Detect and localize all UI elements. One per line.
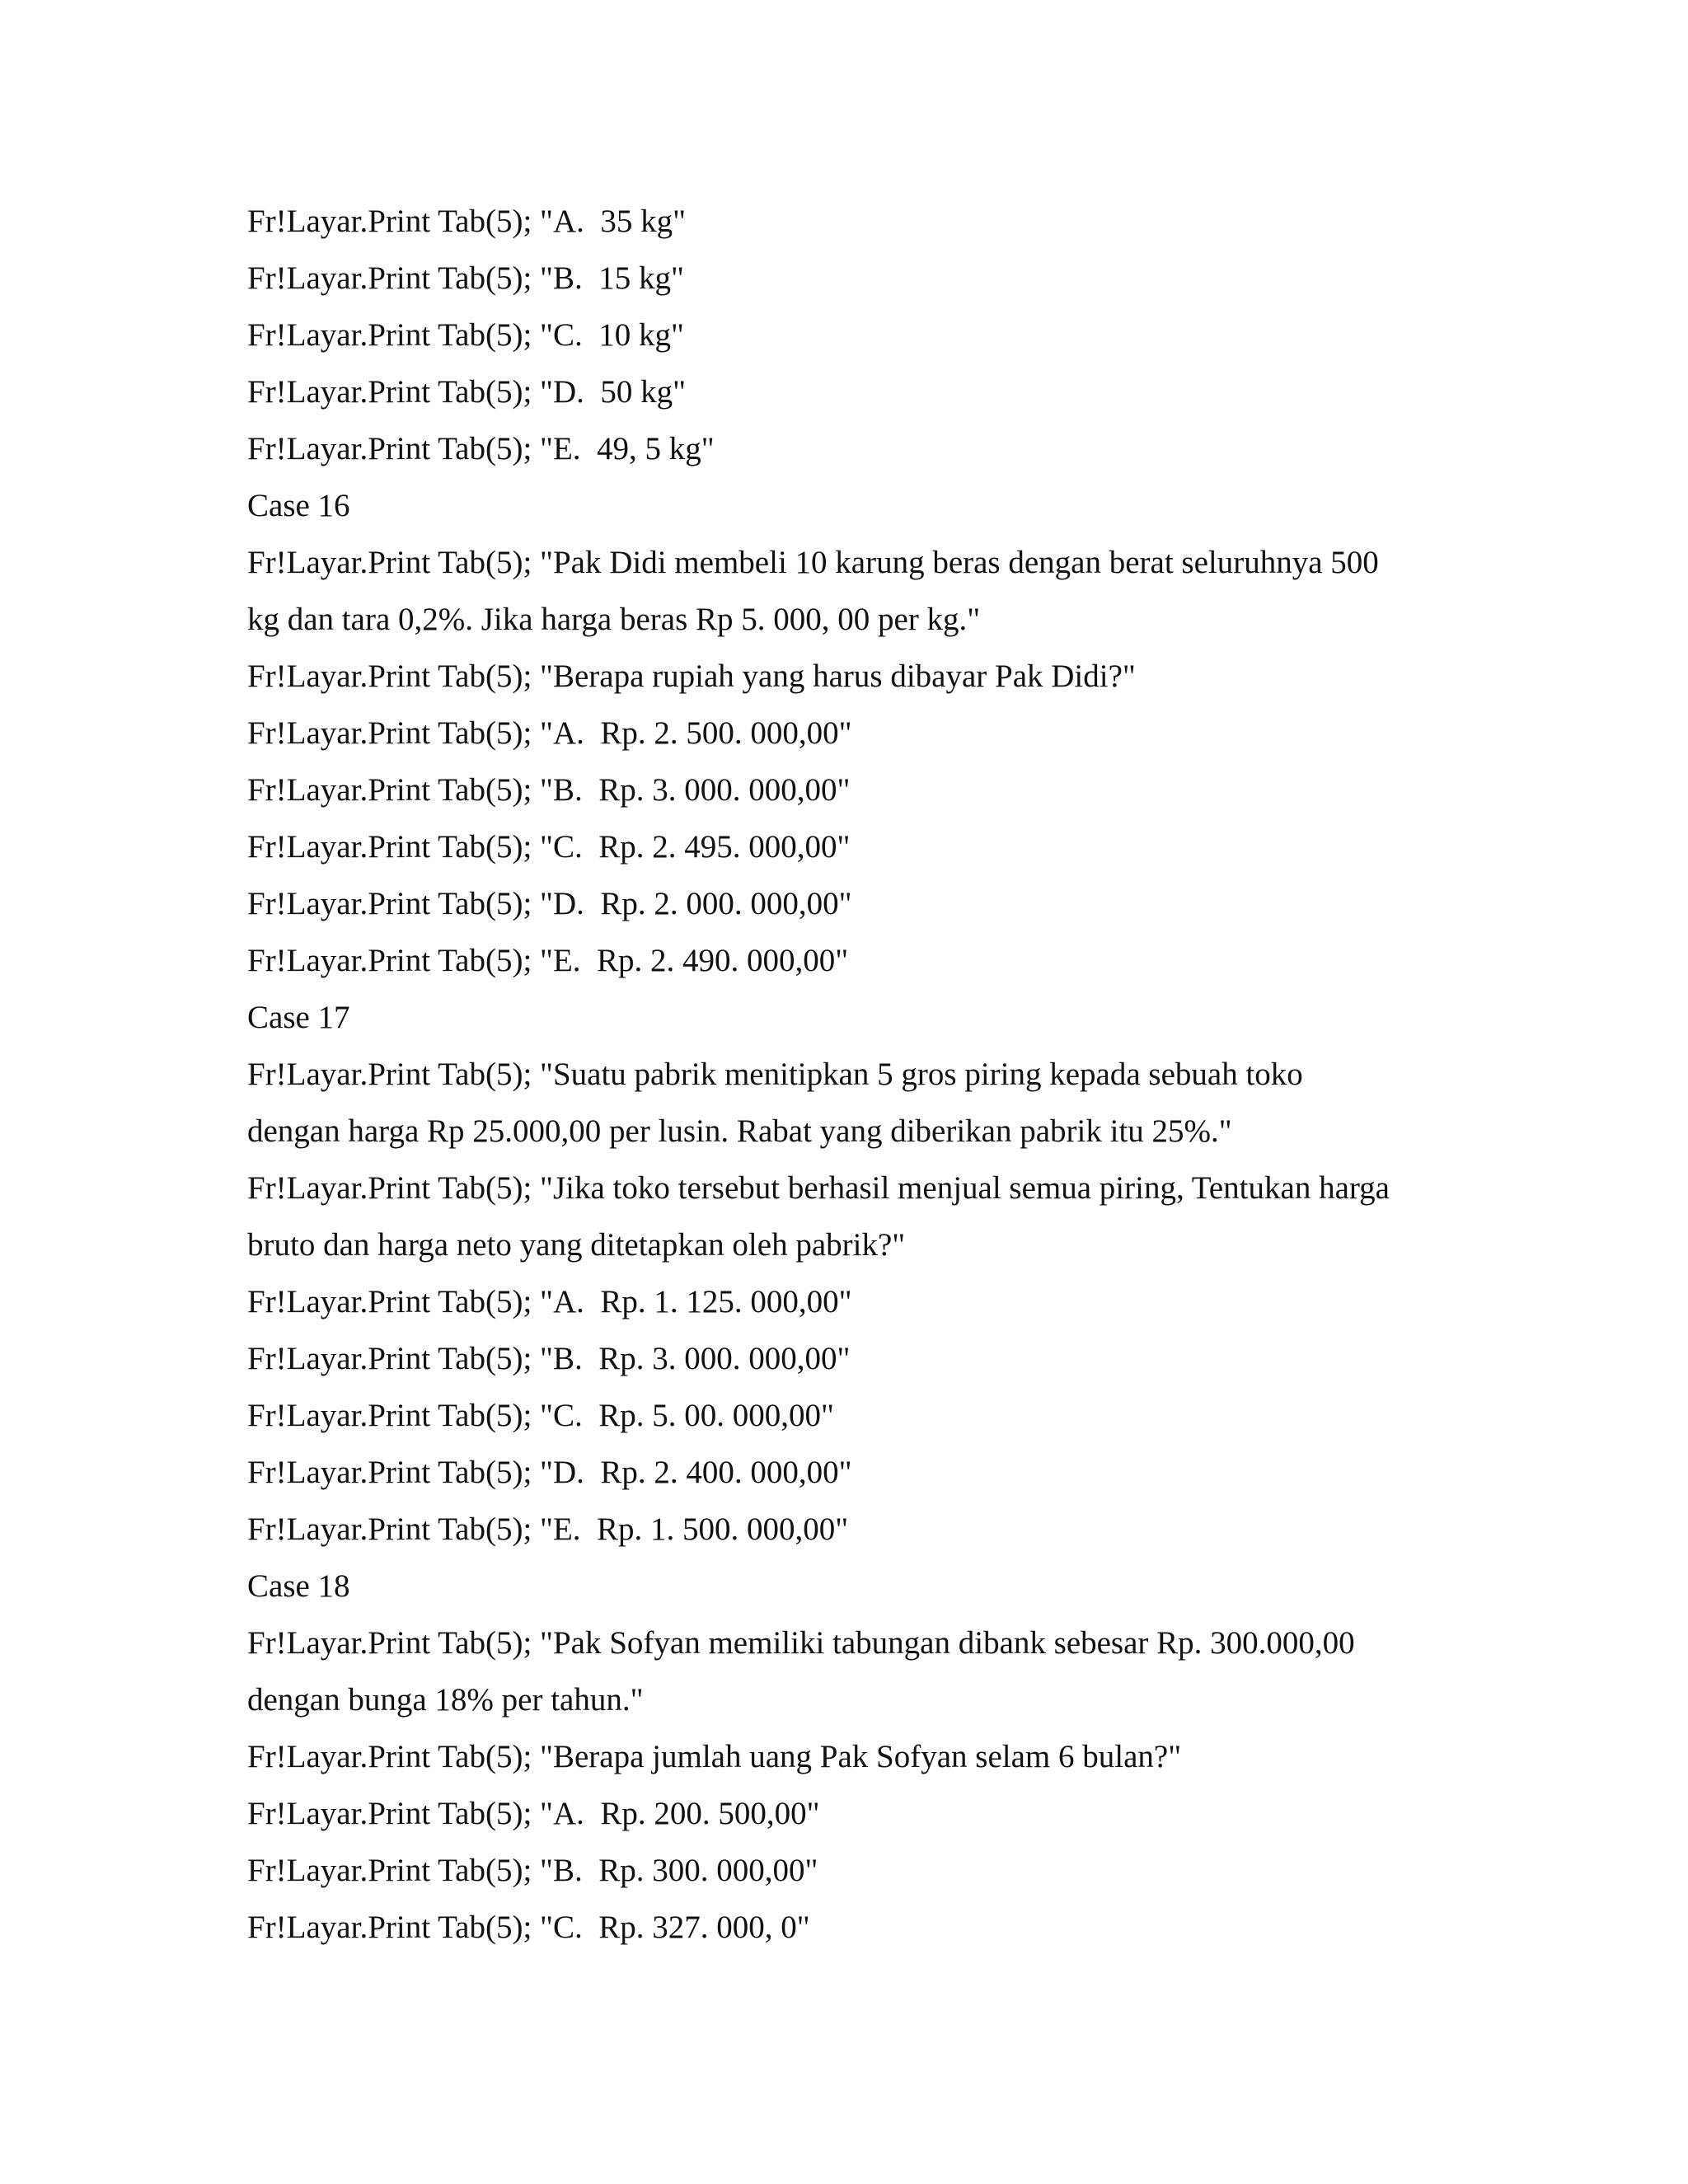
code-line: Fr!Layar.Print Tab(5); "E. Rp. 1. 500. 000,00"	[247, 1511, 849, 1547]
code-line: Fr!Layar.Print Tab(5); "A. Rp. 2. 500. 000,00"	[247, 715, 852, 751]
code-line-continuation: dengan harga Rp 25.000,00 per lusin. Rabat yang diberikan pabrik itu 25%."	[247, 1113, 1232, 1149]
code-line: Fr!Layar.Print Tab(5); "A. 35 kg"	[247, 204, 687, 239]
code-line: Fr!Layar.Print Tab(5); "C. Rp. 5. 00. 000,00"	[247, 1398, 834, 1433]
code-line: Fr!Layar.Print Tab(5); "A. Rp. 200. 500,00"	[247, 1796, 820, 1831]
code-line: Fr!Layar.Print Tab(5); "E. Rp. 2. 490. 000,00"	[247, 943, 849, 978]
code-line: Fr!Layar.Print Tab(5); "Berapa jumlah uang Pak Sofyan selam 6 bulan?"	[247, 1739, 1182, 1774]
case-label: Case 16	[247, 488, 350, 523]
code-line: Fr!Layar.Print Tab(5); "C. Rp. 327. 000, 0"	[247, 1910, 810, 1945]
code-line: Fr!Layar.Print Tab(5); "B. Rp. 300. 000,00"	[247, 1853, 818, 1888]
code-line: Fr!Layar.Print Tab(5); "Suatu pabrik menitipkan 5 gros piring kepada sebuah toko	[247, 1057, 1303, 1092]
code-line: Fr!Layar.Print Tab(5); "A. Rp. 1. 125. 000,00"	[247, 1284, 852, 1319]
case-label: Case 18	[247, 1568, 350, 1604]
code-line: Fr!Layar.Print Tab(5); "B. Rp. 3. 000. 000,00"	[247, 772, 851, 808]
code-line: Fr!Layar.Print Tab(5); "Jika toko tersebut berhasil menjual semua piring, Tentukan harga	[247, 1170, 1390, 1206]
code-line: Fr!Layar.Print Tab(5); "B. 15 kg"	[247, 260, 684, 296]
code-line: Fr!Layar.Print Tab(5); "Berapa rupiah yang harus dibayar Pak Didi?"	[247, 658, 1136, 694]
code-line-continuation: kg dan tara 0,2%. Jika harga beras Rp 5. 000, 00 per kg."	[247, 602, 981, 637]
code-line-continuation: dengan bunga 18% per tahun."	[247, 1682, 644, 1718]
code-line: Fr!Layar.Print Tab(5); "E. 49, 5 kg"	[247, 431, 715, 466]
code-line: Fr!Layar.Print Tab(5); "D. Rp. 2. 400. 000,00"	[247, 1455, 852, 1490]
code-line: Fr!Layar.Print Tab(5); "C. 10 kg"	[247, 317, 684, 353]
document-page	[247, 193, 1484, 1956]
code-line-continuation: bruto dan harga neto yang ditetapkan oleh pabrik?"	[247, 1227, 906, 1263]
code-line: Fr!Layar.Print Tab(5); "D. Rp. 2. 000. 000,00"	[247, 886, 852, 921]
code-line: Fr!Layar.Print Tab(5); "Pak Didi membeli 10 karung beras dengan berat seluruhnya 500	[247, 545, 1379, 580]
code-line: Fr!Layar.Print Tab(5); "B. Rp. 3. 000. 000,00"	[247, 1341, 851, 1376]
case-label: Case 17	[247, 1000, 350, 1035]
code-line: Fr!Layar.Print Tab(5); "C. Rp. 2. 495. 000,00"	[247, 829, 851, 865]
code-line: Fr!Layar.Print Tab(5); "D. 50 kg"	[247, 374, 687, 410]
code-line: Fr!Layar.Print Tab(5); "Pak Sofyan memiliki tabungan dibank sebesar Rp. 300.000,00	[247, 1625, 1355, 1661]
